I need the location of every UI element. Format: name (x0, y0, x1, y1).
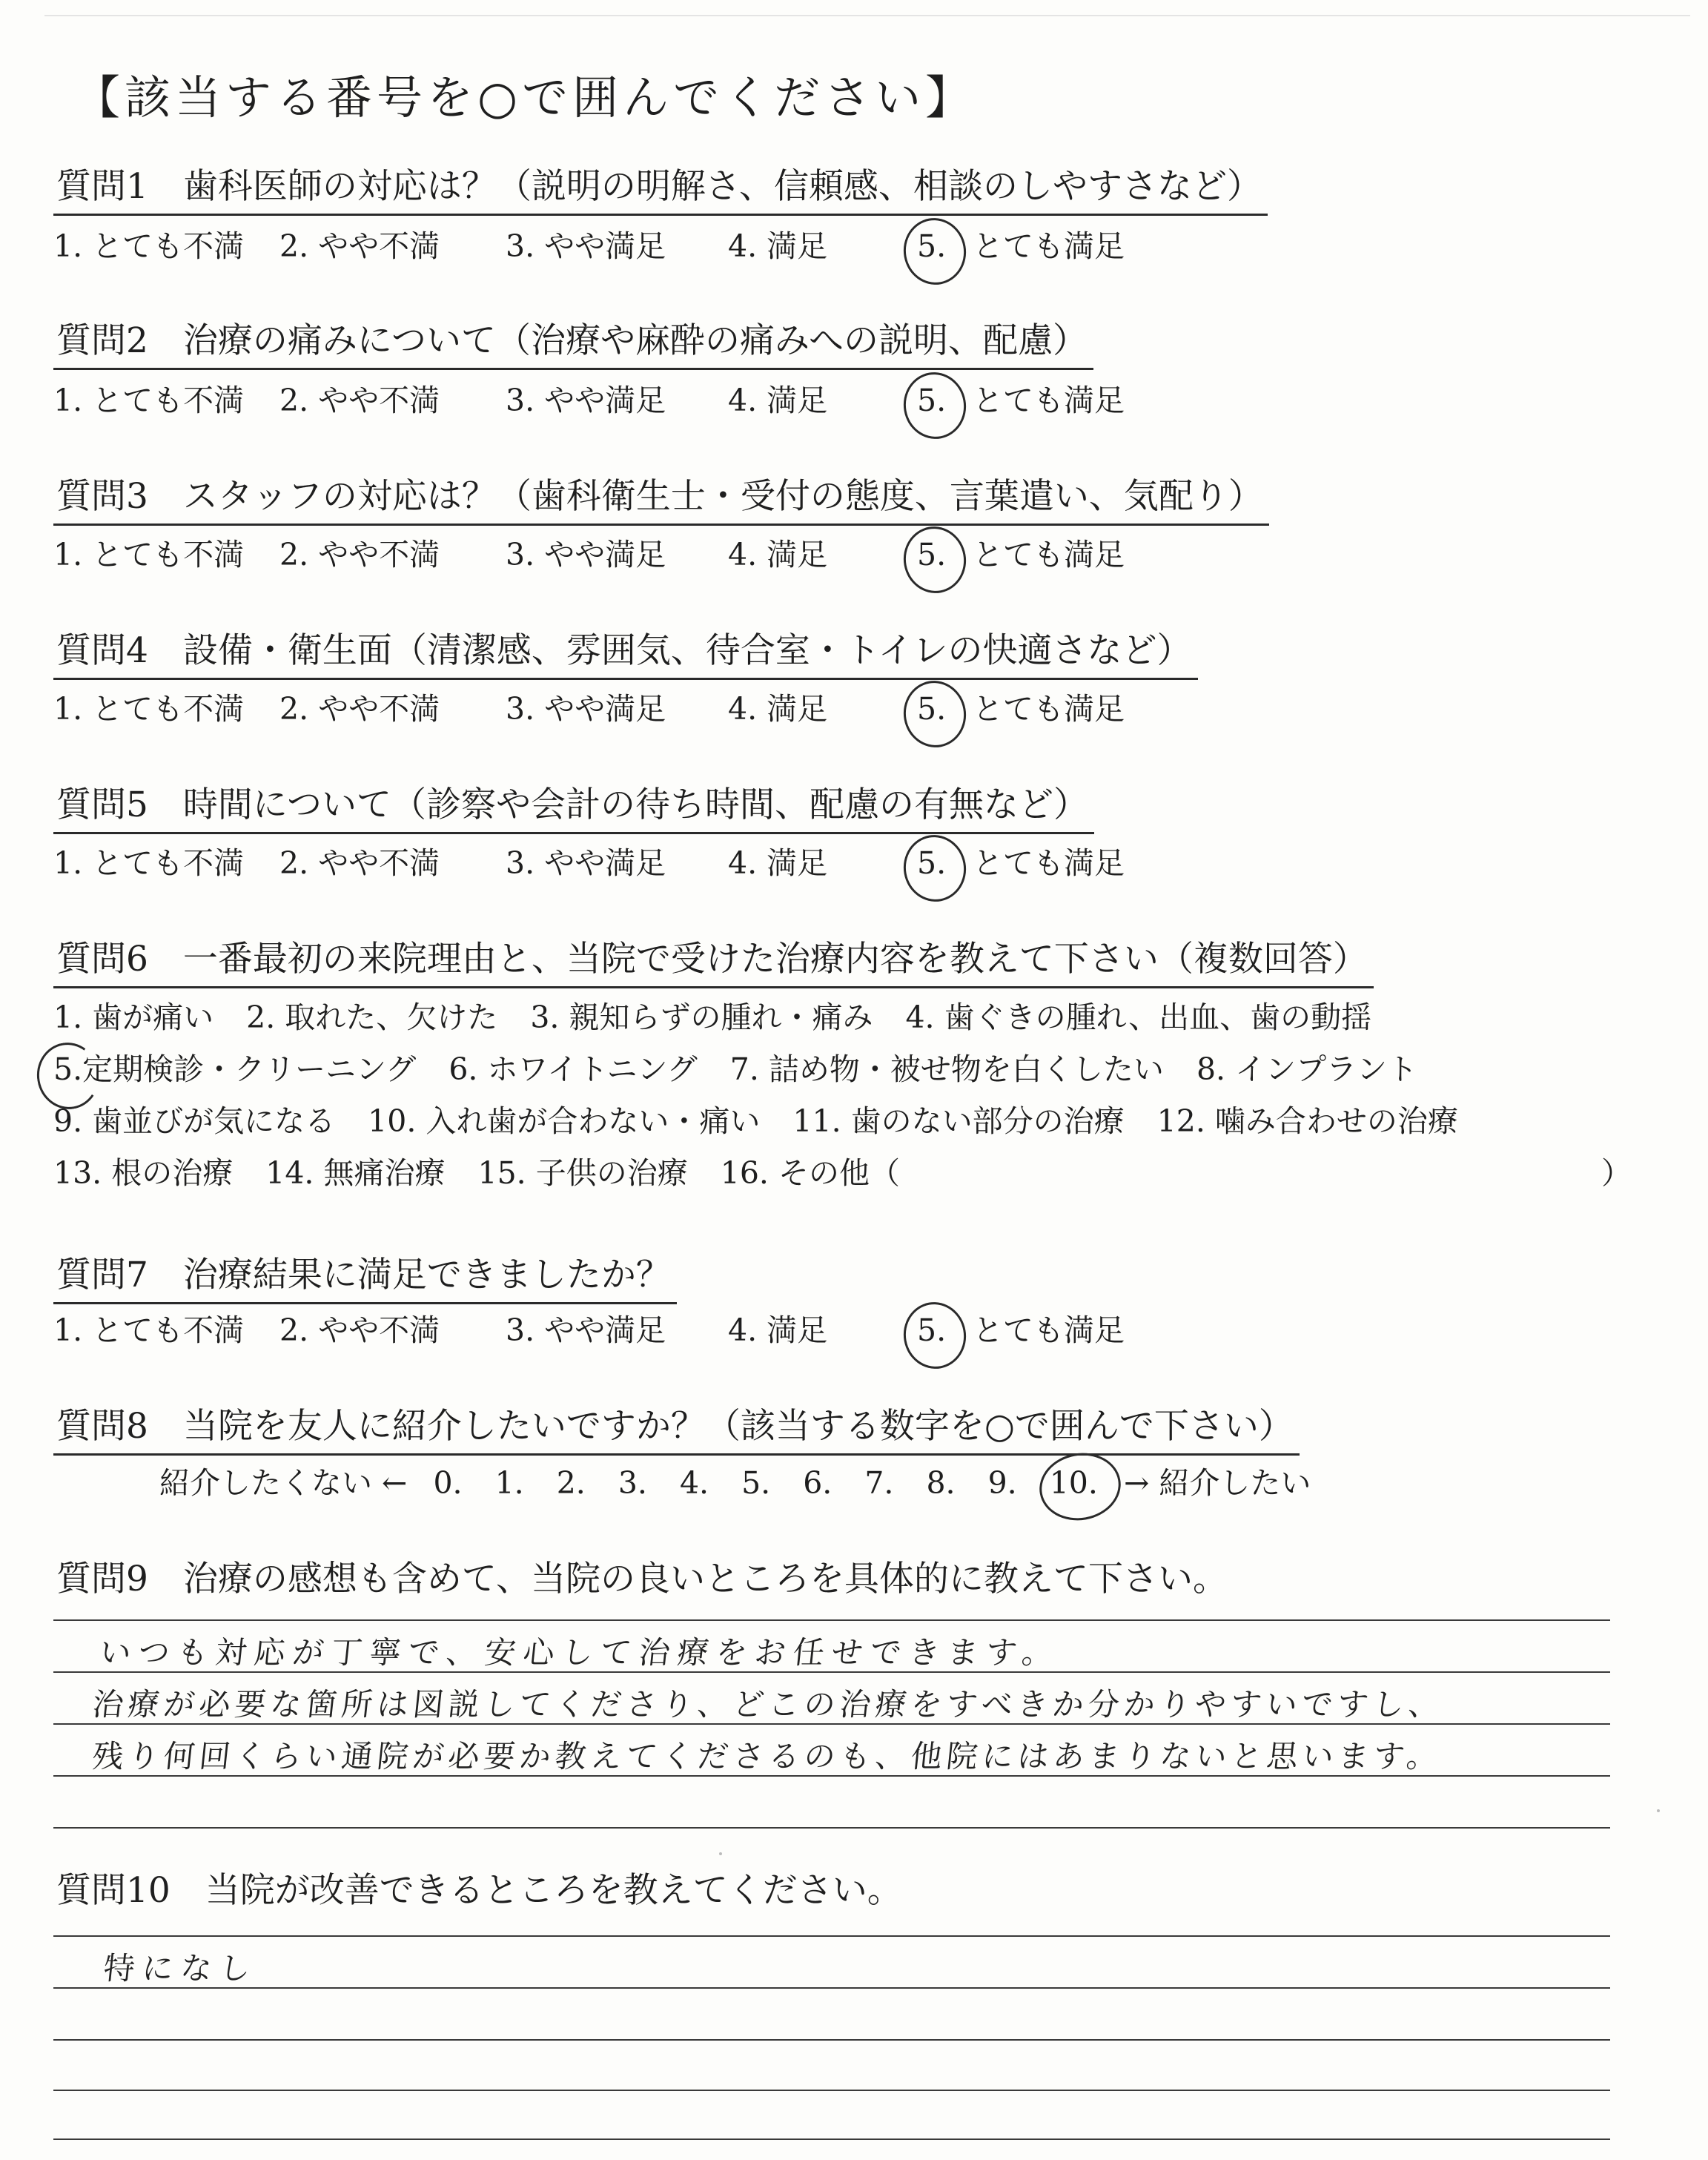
option-5-selected[interactable]: 5. (917, 224, 946, 268)
option-3[interactable]: 3. やや満足 (506, 845, 666, 881)
option-1[interactable]: 1. とても不満 (53, 845, 245, 881)
question-5-title: 質問5 時間について（診察や会計の待ち時間、配慮の有無など） (53, 783, 1094, 834)
question-6-title: 質問6 一番最初の来院理由と、当院で受けた治療内容を教えて下さい（複数回答） (53, 937, 1374, 988)
q6-option[interactable]: 7. 詰め物・被せ物を白くしたい (729, 1051, 1164, 1087)
option-5-label: とても満足 (973, 537, 1125, 572)
q6-option[interactable]: 4. 歯ぐきの腫れ、出血、歯の動揺 (905, 1000, 1372, 1035)
q6-option[interactable]: 13. 根の治療 (53, 1155, 234, 1191)
option-3[interactable]: 3. やや満足 (506, 228, 666, 264)
answer-line (53, 2090, 1610, 2091)
question-4-title: 質問4 設備・衛生面（清潔感、雰囲気、待合室・トイレの快適さなど） (53, 629, 1198, 680)
q8-scale (159, 1461, 1311, 1505)
q6-options-row-1 (53, 995, 1404, 1040)
q10-answer-line-1: 特になし (102, 1950, 260, 1986)
question-9-title: 質問9 治療の感想も含めて、当院の良いところを具体的に教えて下さい。 (56, 1559, 1228, 1599)
option-5-label: とても満足 (973, 383, 1125, 418)
q6-option[interactable]: 1. 歯が痛い (53, 1000, 214, 1035)
option-1[interactable]: 1. とても不満 (53, 228, 245, 264)
option-2[interactable]: 2. やや不満 (279, 845, 440, 881)
q6-option[interactable]: 2. 取れた、欠けた (246, 1000, 498, 1035)
option-5-selected[interactable]: 5. (917, 378, 946, 423)
option-3[interactable]: 3. やや満足 (506, 537, 666, 572)
option-2[interactable]: 2. やや不満 (279, 1312, 440, 1348)
q8-option-2[interactable]: 2. (556, 1465, 586, 1501)
q6-option[interactable]: 10. 入れ歯が合わない・痛い (368, 1103, 761, 1139)
selection-circle (898, 367, 971, 443)
selection-circle (898, 830, 971, 906)
question-2-title: 質問2 治療の痛みについて（治療や麻酔の痛みへの説明、配慮） (53, 319, 1093, 370)
option-5-label: とても満足 (973, 228, 1125, 264)
selection-circle (898, 676, 971, 752)
option-5-label: とても満足 (973, 1312, 1125, 1348)
q8-option-3[interactable]: 3. (618, 1465, 647, 1501)
q6-other-close-paren: ） (1601, 1155, 1632, 1191)
option-2[interactable]: 2. やや不満 (279, 691, 440, 727)
option-5-selected[interactable]: 5. (917, 841, 946, 885)
option-4[interactable]: 4. 満足 (728, 845, 828, 881)
question-7-title: 質問7 治療結果に満足できましたか？ (53, 1253, 677, 1304)
q6-option[interactable]: 9. 歯並びが気になる (53, 1103, 336, 1139)
answer-line (53, 1935, 1610, 1937)
q6-option[interactable]: 15. 子供の治療 (477, 1155, 688, 1191)
q8-option-5[interactable]: 5. (741, 1465, 771, 1501)
q6-option[interactable]: 14. 無痛治療 (265, 1155, 446, 1191)
option-2[interactable]: 2. やや不満 (279, 228, 440, 264)
answer-line (53, 1987, 1610, 1989)
question-3-title: 質問3 スタッフの対応は？（歯科衛生士・受付の態度、言葉遣い、気配り） (53, 475, 1269, 526)
q8-option-9[interactable]: 9. (987, 1465, 1017, 1501)
q9-answer-line-1: いつも対応が丁寧で、安心して治療をお任せできます。 (98, 1634, 1063, 1671)
option-3[interactable]: 3. やや満足 (506, 1312, 666, 1348)
instruction-header: 【該当する番号を○で囲んでください】 (74, 70, 976, 125)
option-1[interactable]: 1. とても不満 (53, 1312, 245, 1348)
option-5-label: とても満足 (973, 691, 1125, 727)
option-5-label: とても満足 (973, 845, 1125, 881)
answer-line (53, 2138, 1610, 2140)
selection-circle (898, 213, 971, 289)
q6-option[interactable]: 12. 噛み合わせの治療 (1156, 1103, 1458, 1139)
option-5-selected[interactable]: 5. (917, 687, 946, 731)
answer-line (53, 1827, 1610, 1829)
option-2[interactable]: 2. やや不満 (279, 383, 440, 418)
q6-option[interactable]: 11. 歯のない部分の治療 (792, 1103, 1125, 1139)
q8-left-label: 紹介したくない ← (159, 1465, 408, 1501)
q8-option-4[interactable]: 4. (679, 1465, 709, 1501)
question-8-title: 質問8 当院を友人に紹介したいですか？（該当する数字を○で囲んで下さい） (53, 1404, 1300, 1456)
answer-line (53, 1619, 1610, 1621)
q6-option[interactable]: 3. 親知らずの腫れ・痛み (530, 1000, 873, 1035)
q9-answer-line-2: 治療が必要な箇所は図説してくださり、どこの治療をすべきか分かりやすいですし、 (90, 1686, 1446, 1723)
scan-speck (719, 1852, 722, 1855)
option-3[interactable]: 3. やや満足 (506, 691, 666, 727)
option-1[interactable]: 1. とても不満 (53, 383, 245, 418)
option-2[interactable]: 2. やや不満 (279, 537, 440, 572)
q8-option-7[interactable]: 7. (864, 1465, 894, 1501)
option-3[interactable]: 3. やや満足 (506, 383, 666, 418)
q8-option-6[interactable]: 6. (803, 1465, 833, 1501)
question-1-title: 質問1 歯科医師の対応は？（説明の明解さ、信頼感、相談のしやすさなど） (53, 165, 1268, 216)
q6-options-row-2 (53, 1047, 1450, 1091)
q6-option-5-label: 定期検診・クリーニング (82, 1051, 417, 1087)
option-5-selected[interactable]: 5. (917, 532, 946, 577)
q6-option-5-selected[interactable]: 5. (53, 1047, 82, 1091)
scan-edge (44, 15, 1690, 16)
option-4[interactable]: 4. 満足 (728, 1312, 828, 1348)
q8-option-0[interactable]: 0. (433, 1465, 463, 1501)
selection-circle (898, 1297, 971, 1373)
option-5-selected[interactable]: 5. (917, 1308, 946, 1353)
q6-option[interactable]: 6. ホワイトニング (448, 1051, 698, 1087)
option-1[interactable]: 1. とても不満 (53, 691, 245, 727)
q9-answer-line-3: 残り何回くらい通院が必要か教えてくださるのも、他院にはあまりないと思います。 (90, 1738, 1444, 1774)
selection-circle (898, 521, 971, 598)
scan-speck (1657, 1809, 1660, 1812)
q6-option-other[interactable]: 16. その他（ (720, 1155, 900, 1191)
q8-option-1[interactable]: 1. (494, 1465, 524, 1501)
q6-options-row-3 (53, 1099, 1491, 1143)
q6-option[interactable]: 8. インプラント (1196, 1051, 1418, 1087)
question-10-title: 質問10 当院が改善できるところを教えてください。 (56, 1870, 902, 1911)
q8-right-label: → 紹介したい (1123, 1465, 1311, 1501)
q6-options-row-4 (53, 1151, 933, 1195)
option-4[interactable]: 4. 満足 (728, 383, 828, 418)
q8-option-8[interactable]: 8. (926, 1465, 956, 1501)
option-4[interactable]: 4. 満足 (728, 691, 828, 727)
selection-circle (1034, 1447, 1126, 1527)
option-4[interactable]: 4. 満足 (728, 537, 828, 572)
q8-option-10-selected[interactable]: 10. (1050, 1461, 1098, 1505)
answer-line (53, 2039, 1610, 2041)
option-4[interactable]: 4. 満足 (728, 228, 828, 264)
option-1[interactable]: 1. とても不満 (53, 537, 245, 572)
